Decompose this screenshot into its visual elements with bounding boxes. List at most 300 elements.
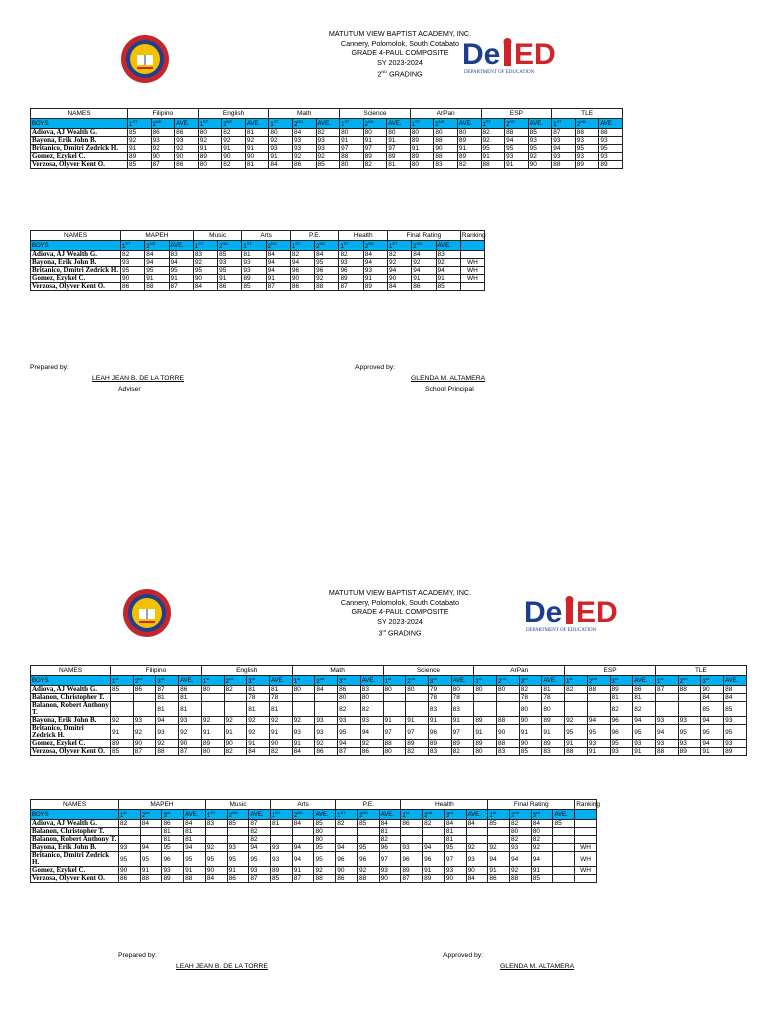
grade-cell: 89 <box>474 740 497 748</box>
grade-cell: 88 <box>575 129 599 137</box>
grade-cell: 85 <box>519 748 542 756</box>
quarter-header: AVE. <box>314 810 336 820</box>
quarter-header: 2nd <box>224 676 247 686</box>
grade-cell: 93 <box>724 717 747 725</box>
grade-cell: 88 <box>599 129 623 137</box>
grade-cell: 81 <box>162 828 184 836</box>
student-row <box>31 702 747 717</box>
quarter-header: 3rd <box>156 676 179 686</box>
grade-cell: 84 <box>140 820 162 828</box>
grade-cell: 95 <box>505 145 529 153</box>
boys-header: BOYS <box>31 676 111 686</box>
grade-cell: 82 <box>121 251 145 259</box>
grade-cell: 82 <box>222 161 246 169</box>
grade-cell: 88 <box>340 153 364 161</box>
grade-cell: 82 <box>339 251 363 259</box>
grade-cell: 91 <box>363 275 387 283</box>
rank-cell <box>575 820 597 828</box>
grade-cell: 96 <box>401 852 423 867</box>
quarter-header: 2ND <box>227 810 249 820</box>
grade-cell: 81 <box>162 836 184 844</box>
grade-cell: 88 <box>156 748 179 756</box>
grade-cell: 93 <box>271 844 293 852</box>
grade-cell <box>111 702 134 717</box>
grade-cell: 84 <box>444 820 466 828</box>
quarter-header: 3rd <box>338 676 361 686</box>
grade-cell: 93 <box>271 852 293 867</box>
quarter-header: AVE. <box>269 676 292 686</box>
grade-cell: 93 <box>599 137 623 145</box>
rank-cell: WH <box>460 259 484 267</box>
svg-text:ED: ED <box>514 38 556 71</box>
grade-cell <box>292 828 314 836</box>
grade-cell: 84 <box>363 251 387 259</box>
grade-cell: 92 <box>269 137 293 145</box>
grades-table-mapeh <box>30 230 485 291</box>
grade-cell: 89 <box>451 740 474 748</box>
grade-cell <box>474 702 497 717</box>
student-row <box>31 267 485 275</box>
grade-cell: 93 <box>292 137 316 145</box>
grade-cell: 92 <box>528 153 552 161</box>
grade-cell: 92 <box>133 725 156 740</box>
grade-cell: 83 <box>205 820 227 828</box>
grade-cell: 96 <box>379 844 401 852</box>
rank-cell <box>575 875 597 883</box>
school-seal-icon <box>122 588 172 638</box>
subject-header: MAPEH <box>121 231 194 241</box>
grade-cell: 94 <box>655 725 678 740</box>
grade-cell: 85 <box>701 702 724 717</box>
student-name: Bayona, Erik John B. <box>31 844 119 852</box>
grade-cell: 82 <box>224 686 247 694</box>
grade-cell: 89 <box>457 153 481 161</box>
grade-cell: 96 <box>290 267 314 275</box>
quarter-header: AVE. <box>175 119 199 129</box>
grade-cell: 84 <box>269 161 293 169</box>
grade-cell: 96 <box>339 267 363 275</box>
grade-cell: 90 <box>151 153 175 161</box>
grade-cell: 85 <box>242 283 266 291</box>
grade-cell: 94 <box>266 259 290 267</box>
grade-cell: 92 <box>412 259 436 267</box>
grade-cell: 97 <box>451 725 474 740</box>
school-address: Cannery, Polomolok, South Cotabato <box>340 597 460 607</box>
grade-cell: 91 <box>474 725 497 740</box>
grade-cell: 92 <box>315 275 339 283</box>
grade-cell: 84 <box>379 820 401 828</box>
grade-cell: 93 <box>587 740 610 748</box>
grade-cell: 83 <box>497 748 520 756</box>
student-name: Bayona, Erik John B. <box>31 137 128 145</box>
grade-cell: 93 <box>316 137 340 145</box>
prepared-by-label: Prepared by: <box>30 364 69 371</box>
student-name: Gomez, Ezykel C. <box>31 153 128 161</box>
grade-cell: 94 <box>249 844 271 852</box>
grade-cell: 92 <box>510 867 532 875</box>
grade-cell: 91 <box>412 275 436 283</box>
grading-period: 2ND GRADING <box>377 69 423 79</box>
quarter-header: AVE. <box>245 119 269 129</box>
grade-cell: 80 <box>383 748 406 756</box>
grade-cell <box>271 828 293 836</box>
grade-cell <box>227 836 249 844</box>
grade-cell: 80 <box>340 129 364 137</box>
grade-cell <box>119 836 141 844</box>
grade-cell: 94 <box>587 717 610 725</box>
grade-cell: 91 <box>218 275 242 283</box>
quarter-header-row <box>31 810 597 820</box>
grade-cell: 85 <box>436 283 460 291</box>
grade-cell: 94 <box>156 717 179 725</box>
grade-cell: 78 <box>247 694 270 702</box>
grade-cell: 95 <box>587 725 610 740</box>
grade-cell: 85 <box>128 129 152 137</box>
grade-cell <box>205 828 227 836</box>
grade-cell: 82 <box>316 129 340 137</box>
grade-cell: 93 <box>401 844 423 852</box>
quarter-header: 1ST <box>128 119 152 129</box>
grade-cell: 90 <box>224 740 247 748</box>
ranking-cell <box>460 241 484 251</box>
grade-cell: 91 <box>519 725 542 740</box>
student-name: Britanico, Dmitri Zedrick H. <box>31 145 128 153</box>
grade-cell: 93 <box>133 717 156 725</box>
grade-cell: 90 <box>528 161 552 169</box>
grade-cell <box>565 694 588 702</box>
grade-cell: 91 <box>565 740 588 748</box>
grade-cell: 80 <box>474 686 497 694</box>
grade-cell <box>140 828 162 836</box>
grade-cell: 93 <box>505 153 529 161</box>
grade-cell <box>655 694 678 702</box>
grade-cell: 78 <box>428 694 451 702</box>
grade-cell: 96 <box>315 267 339 275</box>
rank-cell <box>460 283 484 291</box>
grade-cell <box>565 702 588 717</box>
student-row <box>31 836 597 844</box>
grade-cell: 95 <box>249 852 271 867</box>
grade-cell: 84 <box>724 694 747 702</box>
grade-cell: 92 <box>247 717 270 725</box>
grade-cell: 89 <box>457 137 481 145</box>
quarter-header: 3rd <box>610 676 633 686</box>
grade-cell <box>224 694 247 702</box>
grade-cell: 84 <box>184 820 206 828</box>
grade-cell: 90 <box>222 153 246 161</box>
grade-cell: 95 <box>633 725 656 740</box>
quarter-header: 2ND <box>145 241 169 251</box>
grade-cell: 93 <box>655 717 678 725</box>
grade-cell: 92 <box>387 259 411 267</box>
grade-cell <box>271 836 293 844</box>
grade-cell: 93 <box>242 267 266 275</box>
grade-cell: 84 <box>531 820 553 828</box>
grade-cell: 88 <box>497 740 520 748</box>
grade-cell: 85 <box>218 251 242 259</box>
student-row <box>31 283 485 291</box>
quarter-header: 1ST <box>242 241 266 251</box>
grade-cell <box>497 694 520 702</box>
student-row <box>31 725 747 740</box>
grade-cell <box>474 694 497 702</box>
grade-cell: 90 <box>175 153 199 161</box>
grade-cell: 87 <box>655 686 678 694</box>
quarter-header: 1st <box>474 676 497 686</box>
quarter-header: 2ND <box>575 119 599 129</box>
grade-cell: 93 <box>528 137 552 145</box>
grade-cell: 81 <box>184 828 206 836</box>
grade-cell <box>292 702 315 717</box>
grade-cell: 82 <box>510 836 532 844</box>
boys-header: BOYS <box>31 119 128 129</box>
quarter-header: AVE. <box>457 119 481 129</box>
grade-cell: 88 <box>145 283 169 291</box>
subject-header: Math <box>292 666 383 676</box>
grade-cell: 93 <box>339 259 363 267</box>
grade-cell <box>401 828 423 836</box>
grade-cell: 91 <box>387 137 411 145</box>
names-header: NAMES <box>31 231 121 241</box>
grade-cell <box>553 867 575 875</box>
subject-header-row <box>31 231 485 241</box>
subject-header: MAPEH <box>119 800 206 810</box>
grade-cell <box>553 828 575 836</box>
grade-cell: 82 <box>457 161 481 169</box>
grade-cell <box>423 836 445 844</box>
grade-cell: 81 <box>245 129 269 137</box>
grade-cell: 91 <box>247 740 270 748</box>
grade-cell: 86 <box>315 748 338 756</box>
student-name: Bayona, Erik John B. <box>31 717 111 725</box>
quarter-header: 2nd <box>406 676 429 686</box>
student-name: Adiova, AJ Wealth G. <box>31 820 119 828</box>
student-row <box>31 161 623 169</box>
quarter-header: 2ND <box>363 119 387 129</box>
student-row <box>31 145 623 153</box>
grade-cell: 91 <box>222 145 246 153</box>
grade-cell: 96 <box>610 717 633 725</box>
grade-cell: 95 <box>724 725 747 740</box>
grade-cell: 89 <box>363 283 387 291</box>
grade-cell: 95 <box>565 725 588 740</box>
adviser-name: LEAH JEAN B. DE LA TORRE <box>176 963 268 970</box>
grade-cell: 92 <box>175 145 199 153</box>
boys-header: BOYS <box>31 810 119 820</box>
school-year: SY 2023-2024 <box>377 57 423 67</box>
grade-cell <box>497 702 520 717</box>
grade-cell <box>201 694 224 702</box>
grade-cell: 89 <box>128 153 152 161</box>
quarter-header: 2nd <box>510 810 532 820</box>
svg-text:De: De <box>524 596 563 629</box>
grade-cell: 82 <box>363 161 387 169</box>
grade-cell: 80 <box>510 828 532 836</box>
quarter-header: 1ST <box>198 119 222 129</box>
grade-cell: 86 <box>292 161 316 169</box>
quarter-header: 2ND <box>412 241 436 251</box>
quarter-header: 1st <box>488 810 510 820</box>
student-name: Balanon, Robert Anthony T. <box>31 836 119 844</box>
grade-cell: 89 <box>410 153 434 161</box>
grade-cell: 93 <box>610 748 633 756</box>
grade-cell: 94 <box>488 852 510 867</box>
quarter-header: 1st <box>201 676 224 686</box>
grade-cell: 80 <box>383 686 406 694</box>
subject-header: ArPan <box>474 666 565 676</box>
grade-cell: 95 <box>121 267 145 275</box>
grade-cell: 91 <box>701 748 724 756</box>
grade-cell: 91 <box>224 725 247 740</box>
quarter-header: 2nd <box>678 676 701 686</box>
grade-cell: 95 <box>119 852 141 867</box>
grade-cell: 97 <box>387 145 411 153</box>
grade-cell: 92 <box>316 153 340 161</box>
grade-cell: 81 <box>269 702 292 717</box>
grade-cell: 93 <box>179 717 202 725</box>
grade-cell: 93 <box>162 867 184 875</box>
grade-cell: 91 <box>198 145 222 153</box>
grade-cell: 85 <box>553 820 575 828</box>
grade-cell: 86 <box>119 875 141 883</box>
principal-role: School Principal <box>425 386 474 393</box>
quarter-header: 2ND <box>218 241 242 251</box>
grade-cell: 93 <box>444 867 466 875</box>
grade-cell: 89 <box>339 275 363 283</box>
quarter-header: 3rd <box>519 676 542 686</box>
student-name: Adiova, AJ Wealth G. <box>31 251 121 259</box>
grade-cell: 95 <box>610 740 633 748</box>
grade-cell: 93 <box>316 145 340 153</box>
grade-cell: 96 <box>423 852 445 867</box>
grade-cell: 91 <box>481 153 505 161</box>
quarter-header: AVE. <box>379 810 401 820</box>
grade-cell: 91 <box>201 725 224 740</box>
grade-cell: 93 <box>338 717 361 725</box>
section-title: GRADE 4-PAUL COMPOSITE <box>351 48 449 57</box>
grade-cell: 88 <box>357 875 379 883</box>
quarter-header: 1ST <box>121 241 145 251</box>
quarter-header: AVE. <box>466 810 488 820</box>
grade-cell: 93 <box>363 267 387 275</box>
student-name: Verzosa, Olyver Kent O. <box>31 161 128 169</box>
student-name: Balanon, Christopher T. <box>31 828 119 836</box>
grade-cell: 93 <box>227 844 249 852</box>
grade-cell: 82 <box>406 748 429 756</box>
grades-table-mapeh <box>30 799 601 883</box>
grade-cell: 86 <box>175 129 199 137</box>
grade-cell: 90 <box>387 275 411 283</box>
quarter-header: 1ST <box>290 241 314 251</box>
quarter-header: 1ST <box>339 241 363 251</box>
grade-cell: 80 <box>497 686 520 694</box>
grade-cell: 93 <box>175 137 199 145</box>
grade-cell: 92 <box>357 867 379 875</box>
quarter-header: AVE. <box>387 119 411 129</box>
names-header: NAMES <box>31 109 128 119</box>
grade-cell: 88 <box>678 686 701 694</box>
grade-cell: 92 <box>198 137 222 145</box>
grade-cell: 91 <box>363 137 387 145</box>
subject-header: English <box>198 109 269 119</box>
grade-cell: 93 <box>655 740 678 748</box>
grade-cell: 80 <box>292 686 315 694</box>
grade-cell: 81 <box>542 686 565 694</box>
rank-cell: WH <box>460 275 484 283</box>
grade-cell: 81 <box>245 161 269 169</box>
grade-cell: 87 <box>552 129 576 137</box>
grade-cell: 92 <box>360 740 383 748</box>
grade-cell: 92 <box>292 717 315 725</box>
student-row <box>31 820 597 828</box>
grade-cell: 85 <box>488 820 510 828</box>
grade-cell: 94 <box>387 267 411 275</box>
grade-cell: 84 <box>292 748 315 756</box>
grade-cell: 93 <box>156 725 179 740</box>
grade-cell: 94 <box>292 844 314 852</box>
grade-cell: 94 <box>531 852 553 867</box>
deped-logo-icon <box>524 594 654 634</box>
subject-header: P.E. <box>290 231 339 241</box>
quarter-header: 3rd <box>531 810 553 820</box>
grade-cell: 94 <box>436 267 460 275</box>
grade-cell: 83 <box>542 748 565 756</box>
grade-cell: 93 <box>249 867 271 875</box>
quarter-header: 2ND <box>434 119 458 129</box>
grade-cell: 91 <box>340 137 364 145</box>
quarter-header: 2ND <box>363 241 387 251</box>
grade-cell: 94 <box>338 740 361 748</box>
grade-cell: 80 <box>314 836 336 844</box>
grade-cell: 82 <box>338 702 361 717</box>
grade-cell: 93 <box>119 844 141 852</box>
grade-cell: 95 <box>227 852 249 867</box>
grade-cell: 92 <box>222 137 246 145</box>
grade-cell: 84 <box>266 251 290 259</box>
grade-cell: 93 <box>218 259 242 267</box>
grade-cell: 93 <box>360 717 383 725</box>
grade-cell: 86 <box>121 283 145 291</box>
grade-cell: 91 <box>111 725 134 740</box>
grade-cell: 89 <box>542 740 565 748</box>
subject-header: Science <box>383 666 474 676</box>
grade-cell: 85 <box>271 875 293 883</box>
grade-cell: 96 <box>336 852 358 867</box>
grade-cell: 90 <box>133 740 156 748</box>
grade-cell: 80 <box>198 161 222 169</box>
grade-cell: 82 <box>336 820 358 828</box>
grade-cell: 95 <box>481 145 505 153</box>
grade-cell: 80 <box>474 748 497 756</box>
grade-cell: 82 <box>249 828 271 836</box>
subject-header: Final Rating <box>488 800 575 810</box>
grade-cell: 84 <box>315 251 339 259</box>
grade-cell: 97 <box>379 852 401 867</box>
student-name: Britanico, Dmitri Zedrick H. <box>31 725 111 740</box>
student-row <box>31 251 485 259</box>
quarter-header: AVE. <box>179 676 202 686</box>
grade-cell: 88 <box>587 686 610 694</box>
grade-cell: 80 <box>406 686 429 694</box>
grade-cell: 90 <box>701 686 724 694</box>
grade-cell: 91 <box>451 717 474 725</box>
grade-cell: 90 <box>336 867 358 875</box>
quarter-header: 1ST <box>193 241 217 251</box>
quarter-header: AVE. <box>451 676 474 686</box>
grade-cell <box>133 694 156 702</box>
grade-cell: 83 <box>436 251 460 259</box>
grade-cell: 80 <box>201 748 224 756</box>
